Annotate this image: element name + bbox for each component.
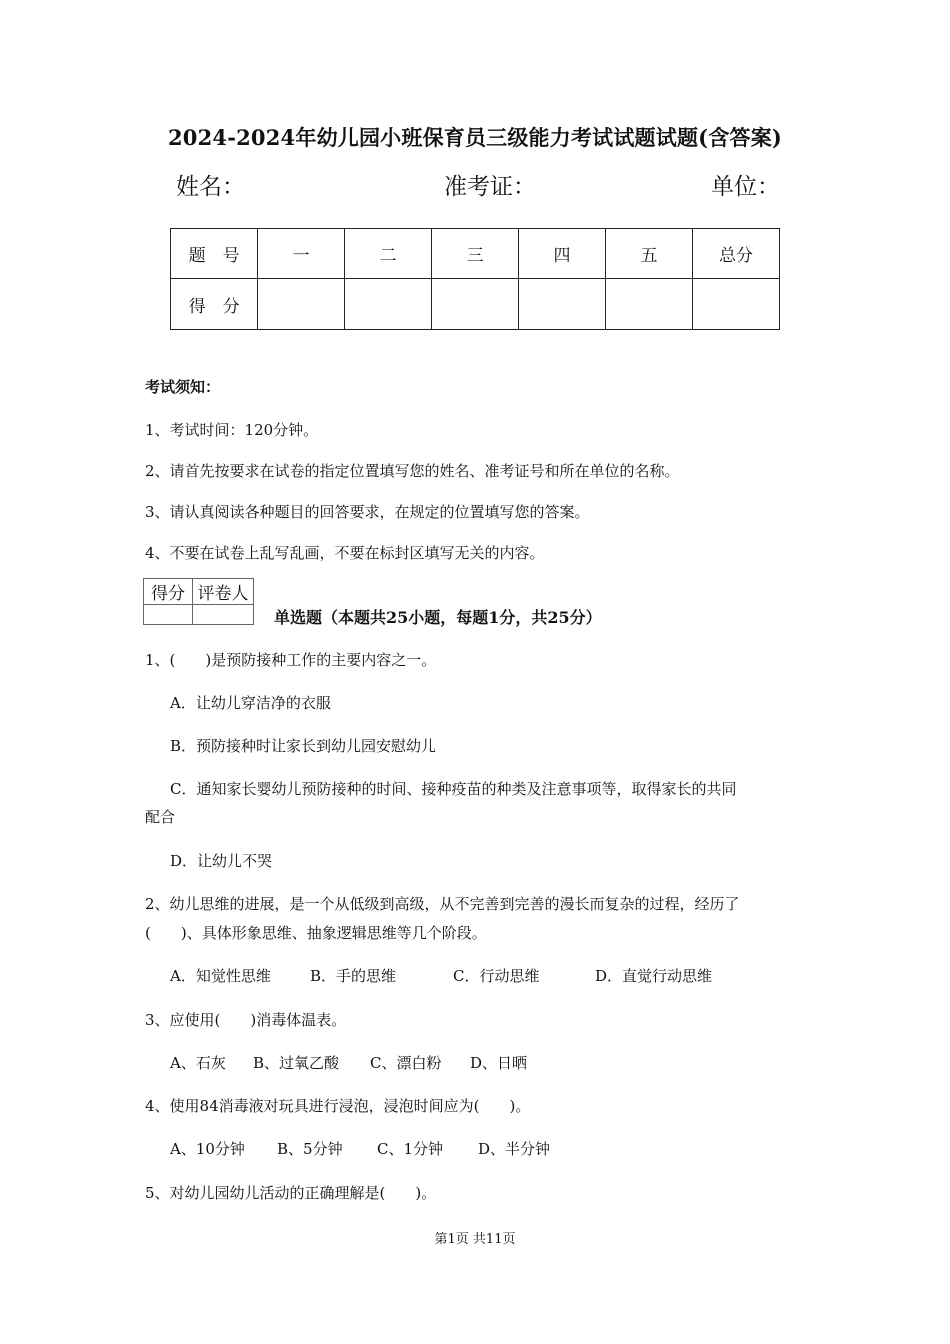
question-option: B、过氧乙酸 xyxy=(253,1054,340,1072)
score-table-header-row xyxy=(171,229,780,279)
grader-reviewer-cell xyxy=(193,605,254,625)
question-stem: 1、( )是预防接种工作的主要内容之一。 xyxy=(145,651,437,669)
question-stem: 4、使用84消毒液对玩具进行浸泡，浸泡时间应为( )。 xyxy=(145,1097,531,1115)
notice-item: 2、请首先按要求在试卷的指定位置填写您的姓名、准考证号和所在单位的名称。 xyxy=(145,462,680,480)
grader-reviewer-label: 评卷人 xyxy=(193,579,254,605)
question-option: C．通知家长婴幼儿预防接种的时间、接种疫苗的种类及注意事项等，取得家长的共同 xyxy=(170,780,737,798)
notice-item: 1、考试时间：120分钟。 xyxy=(145,421,319,439)
name-label: 姓名： xyxy=(176,174,245,200)
header-cell-label: 题 号 xyxy=(171,229,258,279)
question-stem-continuation: ( )、具体形象思维、抽象逻辑思维等几个阶段。 xyxy=(145,924,487,942)
question-option-continuation: 配合 xyxy=(145,808,176,826)
grader-score-label: 得分 xyxy=(144,579,193,605)
score-cell xyxy=(345,279,432,330)
question-option: C、漂白粉 xyxy=(370,1054,442,1072)
question-option: C、1分钟 xyxy=(377,1140,444,1158)
exam-title: 2024-2024年幼儿园小班保育员三级能力考试试题试题(含答案) xyxy=(167,125,783,150)
question-stem: 3、应使用( )消毒体温表。 xyxy=(145,1011,347,1029)
question-stem: 5、对幼儿园幼儿活动的正确理解是( )。 xyxy=(145,1184,437,1202)
unit-label: 单位： xyxy=(711,174,780,200)
header-cell-3: 三 xyxy=(432,229,519,279)
question-option: A、石灰 xyxy=(170,1054,226,1072)
question-option: C．行动思维 xyxy=(453,967,540,985)
question-option: D．让幼儿不哭 xyxy=(170,852,273,870)
question-option: B、5分钟 xyxy=(277,1140,343,1158)
question-option: A、10分钟 xyxy=(170,1140,245,1158)
score-cell xyxy=(432,279,519,330)
question-option: A．让幼儿穿洁净的衣服 xyxy=(170,694,331,712)
score-cell xyxy=(258,279,345,330)
header-cell-2: 二 xyxy=(345,229,432,279)
score-table-score-row xyxy=(171,279,780,330)
grader-score-cell xyxy=(144,605,193,625)
question-option: B．预防接种时让家长到幼儿园安慰幼儿 xyxy=(170,737,437,755)
question-option: B．手的思维 xyxy=(310,967,397,985)
notice-item: 3、请认真阅读各种题目的回答要求，在规定的位置填写您的答案。 xyxy=(145,503,590,521)
header-cell-4: 四 xyxy=(519,229,606,279)
candidate-info xyxy=(0,168,950,204)
score-cell xyxy=(519,279,606,330)
score-cell-total xyxy=(692,279,779,330)
score-table xyxy=(170,228,780,330)
notice-item: 4、不要在试卷上乱写乱画，不要在标封区填写无关的内容。 xyxy=(145,544,545,562)
question-option: D．直觉行动思维 xyxy=(595,967,713,985)
score-cell xyxy=(606,279,693,330)
question-option: D、日晒 xyxy=(470,1054,528,1072)
page-footer: 第1页 共11页 xyxy=(434,1232,516,1247)
exam-id-label: 准考证： xyxy=(444,174,536,200)
header-cell-1: 一 xyxy=(258,229,345,279)
header-cell-5: 五 xyxy=(606,229,693,279)
question-stem: 2、幼儿思维的进展，是一个从低级到高级，从不完善到完善的漫长而复杂的过程，经历了 xyxy=(145,895,740,913)
question-option: D、半分钟 xyxy=(478,1140,551,1158)
notice-title: 考试须知： xyxy=(145,378,221,396)
score-row-label: 得 分 xyxy=(171,279,258,330)
section-heading: 单选题（本题共25小题，每题1分，共25分） xyxy=(274,608,602,627)
grader-box xyxy=(143,578,254,625)
question-option: A．知觉性思维 xyxy=(170,967,271,985)
header-cell-total: 总分 xyxy=(692,229,779,279)
